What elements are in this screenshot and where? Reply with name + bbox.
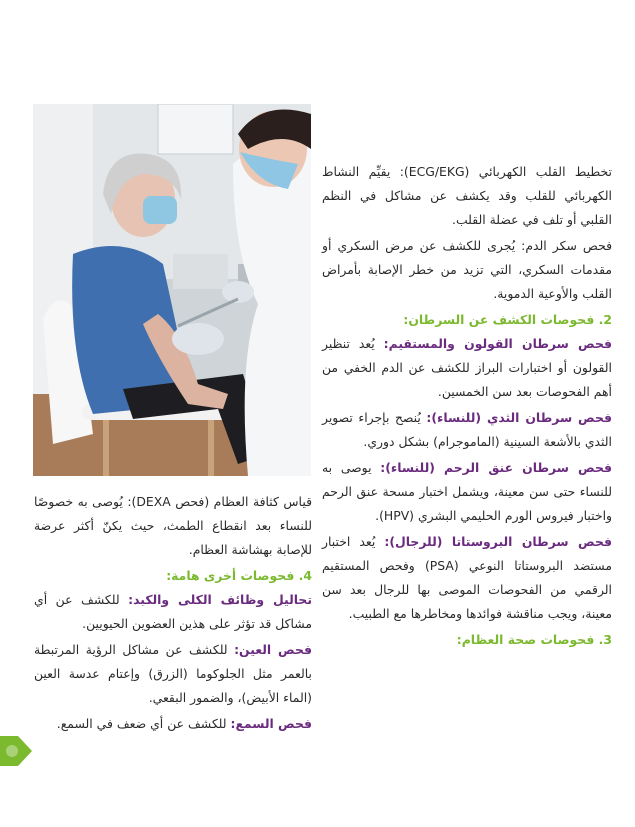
colon-term: فحص سرطان القولون والمستقيم: (383, 336, 612, 351)
ecg-text: تخطيط القلب الكهربائي (ECG/EKG): يقيِّم النشاط الكهربائي للقلب وقد يكشف عن مشاكل في النظم القلبي أو تلف في عضلة القلب. (322, 164, 613, 227)
breast-paragraph (322, 406, 612, 454)
sugar-text: فحص سكر الدم: يُجرى للكشف عن مرض السكري أو مقدمات السكري، التي تزيد من خطر الإصابة بأمراض القلب والأوعية الدموية. (322, 238, 612, 301)
ecg-paragraph (322, 160, 612, 232)
cervix-term: فحص سرطان عنق الرحم (للنساء): (380, 460, 612, 475)
hearing-term: فحص السمع: (230, 716, 312, 731)
right-column (322, 160, 612, 652)
prostate-text: يُعد اختبار مستضد البروستاتا النوعي (PSA) وفحص المستقيم الرقمي من الفحوصات الموصى بها للرجال بعد سن معينة، ويجب مناقشة فوائدها ومخاطرها مع الطبيب. (322, 534, 612, 621)
eye-term: فحص العين: (234, 642, 312, 657)
hearing-text: للكشف عن أي ضعف في السمع. (56, 716, 231, 731)
dexa-paragraph (34, 490, 312, 562)
colon-paragraph (322, 332, 612, 404)
dexa-text: قياس كثافة العظام (فحص DEXA): يُوصى به خصوصًا للنساء بعد انقطاع الطمث، حيث يكنّ أكثر عرضة للإصابة بهشاشة العظام. (34, 494, 312, 557)
breast-term: فحص سرطان الثدي (للنساء): (426, 410, 612, 425)
eye-paragraph (34, 638, 312, 710)
vaccination-photo (33, 104, 311, 476)
colon-text: يُعد تنظير القولون أو اختبارات البراز للكشف عن الدم الخفي من أهم الفحوصات بعد سن الخمسين. (322, 336, 612, 399)
sugar-paragraph (322, 234, 612, 306)
hearing-paragraph (34, 712, 312, 736)
vaccination-illustration (33, 104, 311, 476)
eye-text: للكشف عن مشاكل الرؤية المرتبطة بالعمر مثل الجلوكوما (الزرق) وإعتام عدسة العين (الماء الأبيض)، والضمور البقعي. (34, 642, 312, 705)
cervix-paragraph (322, 456, 612, 528)
breast-text: يُنصح بإجراء تصوير الثدي بالأشعة السينية (الماموجرام) بشكل دوري. (322, 410, 612, 449)
badge-arrow-icon (0, 736, 32, 766)
cervix-text: يوصى به للنساء حتى سن معينة، ويشمل اختبار مسحة عنق الرحم واختبار فيروس الورم الحليمي البشري (HPV). (322, 460, 612, 523)
kidney-paragraph (34, 588, 312, 636)
section-cancer-heading: 2. فحوصات الكشف عن السرطان: (403, 312, 612, 327)
section-other-heading: 4. فحوصات أخرى هامة: (166, 568, 312, 583)
prostate-paragraph (322, 530, 612, 626)
prostate-term: فحص سرطان البروستاتا (للرجال): (384, 534, 612, 549)
kidney-term: تحاليل وظائف الكلى والكبد: (128, 592, 312, 607)
kidney-text: للكشف عن أي مشاكل قد تؤثر على هذين العضوين الحيويين. (34, 592, 312, 631)
section-bone-heading: 3. فحوصات صحة العظام: (456, 632, 612, 647)
page-number-badge (0, 736, 32, 766)
left-column (34, 490, 312, 738)
